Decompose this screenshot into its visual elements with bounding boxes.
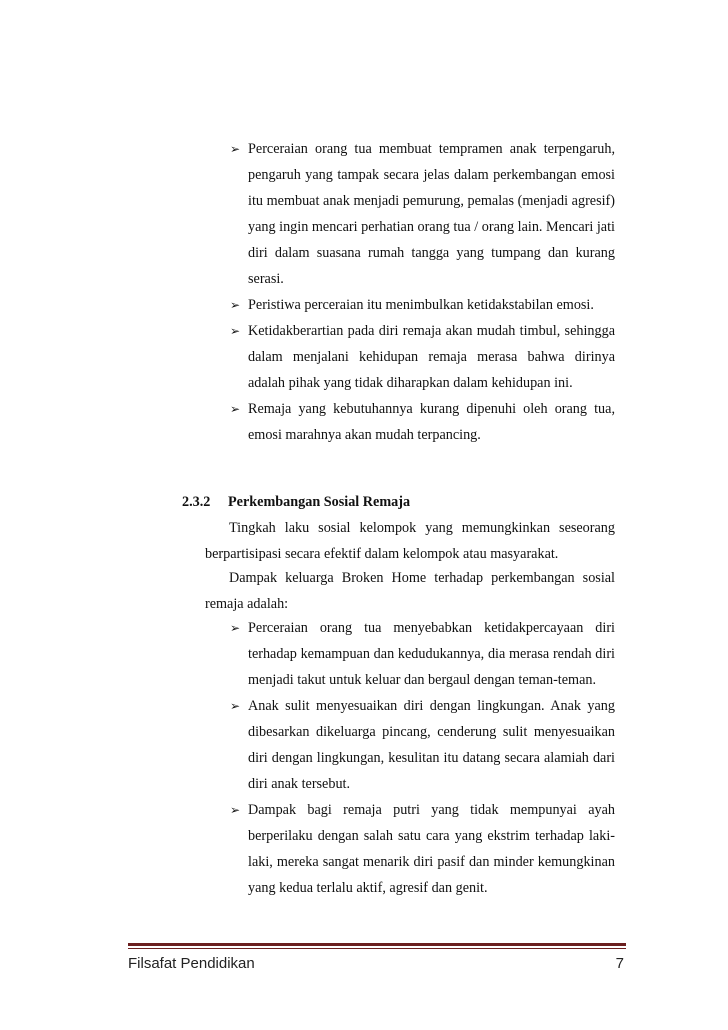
- list-item: ➢ Peristiwa perceraian itu menimbulkan ketidakstabilan emosi.: [230, 292, 615, 318]
- arrowhead-bullet-icon: ➢: [230, 298, 241, 312]
- footer-divider: [128, 948, 626, 949]
- arrowhead-bullet-icon: ➢: [230, 402, 241, 416]
- list-item: ➢ Anak sulit menyesuaikan diri dengan lingkungan. Anak yang dibesarkan dikeluarga pincang, cenderung sulit menyesuaikan diri dengan lingkungan, kesulitan itu datang secara alamiah dari diri anak tersebut.: [230, 693, 615, 797]
- section-paragraph: Tingkah laku sosial kelompok yang memungkinkan seseorang berpartisipasi secara efektif dalam kelompok atau masyarakat.: [205, 520, 615, 562]
- section-heading: [182, 489, 410, 515]
- arrowhead-bullet-icon: ➢: [230, 621, 241, 635]
- list-item: ➢ Perceraian orang tua menyebabkan ketidakpercayaan diri terhadap kemampuan dan kedudukannya, dia merasa rendah diri menjadi takut untuk keluar dan bergaul dengan teman-teman.: [230, 615, 615, 693]
- social-impact-list: [230, 615, 615, 901]
- list-item: ➢ Remaja yang kebutuhannya kurang dipenuhi oleh orang tua, emosi marahnya akan mudah terpancing.: [230, 396, 615, 448]
- arrowhead-bullet-icon: ➢: [230, 324, 241, 338]
- arrowhead-bullet-icon: ➢: [230, 803, 241, 817]
- list-item: ➢ Perceraian orang tua membuat tempramen anak terpengaruh, pengaruh yang tampak secara jelas dalam perkembangan emosi itu membuat anak menjadi pemurung, pemalas (menjadi agresif) yang ingin mencari perhatian orang tua / orang lain. Mencari jati diri dalam suasana rumah tangga yang tumpang dan kurang serasi.: [230, 136, 615, 292]
- arrowhead-bullet-icon: ➢: [230, 142, 241, 156]
- section-number: 2.3.2: [182, 494, 211, 510]
- section-paragraph: Dampak keluarga Broken Home terhadap perkembangan sosial remaja adalah:: [205, 570, 615, 612]
- footer-title: Filsafat Pendidikan: [128, 955, 255, 972]
- section-title: Perkembangan Sosial Remaja: [228, 494, 411, 510]
- list-item: ➢ Dampak bagi remaja putri yang tidak mempunyai ayah berperilaku dengan salah satu cara yang ekstrim terhadap laki-laki, mereka sangat menarik diri pasif dan minder kemungkinan yang kedua terlalu aktif, agresif dan genit.: [230, 797, 615, 901]
- list-item: ➢ Ketidakberartian pada diri remaja akan mudah timbul, sehingga dalam menjalani kehidupan remaja merasa bahwa dirinya adalah pihak yang tidak diharapkan dalam kehidupan ini.: [230, 318, 615, 396]
- arrowhead-bullet-icon: ➢: [230, 699, 241, 713]
- footer-divider: [128, 943, 626, 946]
- emotional-impact-list: [230, 136, 615, 448]
- page-number: 7: [615, 955, 624, 972]
